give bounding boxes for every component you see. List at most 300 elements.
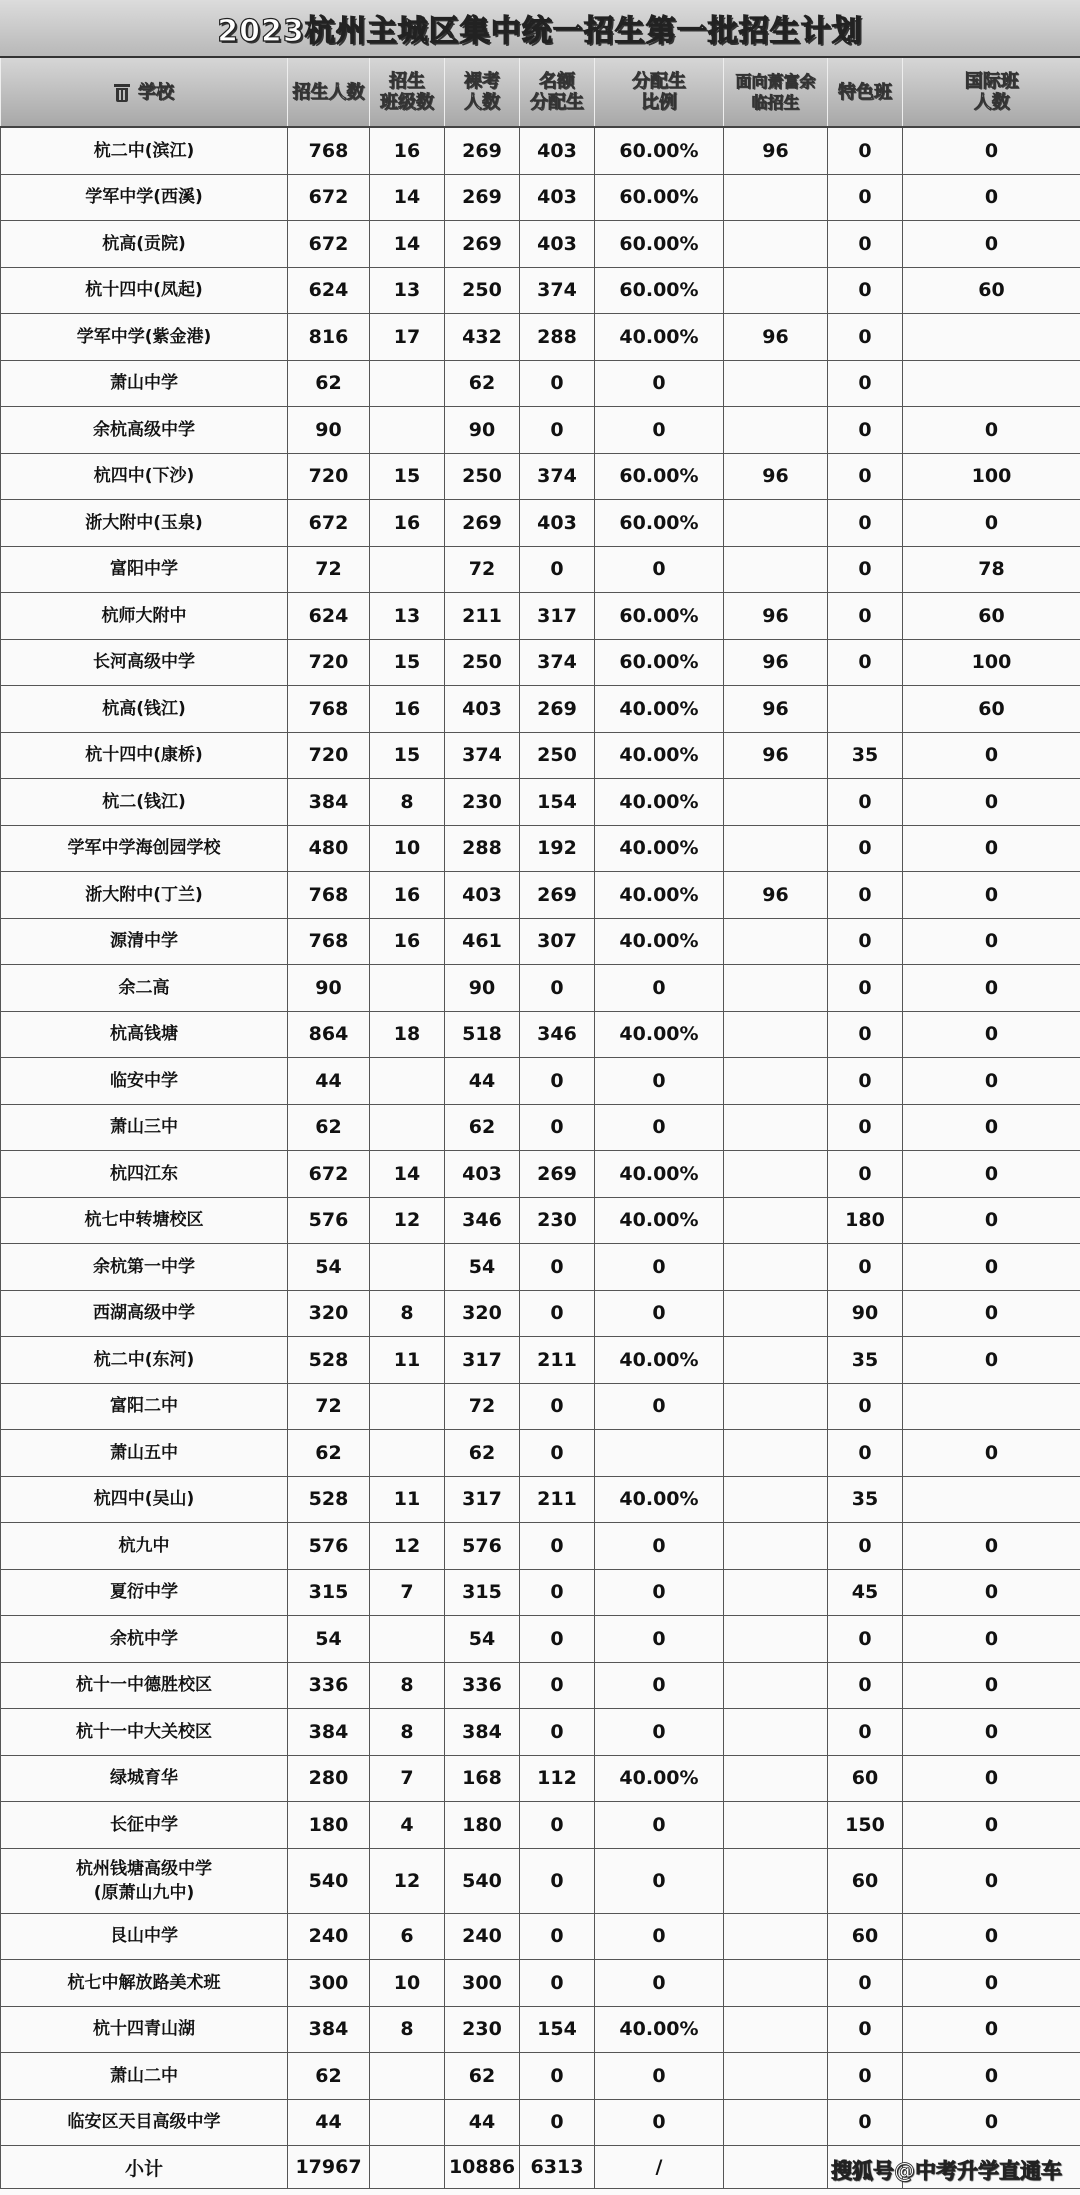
table-row: [1, 918, 1080, 965]
cell-classes: 8: [370, 1290, 445, 1337]
cell-quota: 0: [520, 1616, 595, 1663]
cell-quota: 0: [520, 1848, 595, 1913]
cell-classes: [370, 1616, 445, 1663]
table-row: [1, 2006, 1080, 2053]
cell-enrollment: 720: [288, 732, 370, 779]
cell-school: 学军中学(紫金港): [1, 314, 288, 361]
cell-school: 余杭中学: [1, 1616, 288, 1663]
total-exam-only: 10886: [445, 2146, 520, 2189]
cell-enrollment: 90: [288, 965, 370, 1012]
cell-intl: [903, 1383, 1080, 1430]
cell-school: 浙大附中(玉泉): [1, 500, 288, 547]
cell-enrollment: 624: [288, 267, 370, 314]
cell-exam-only: 250: [445, 453, 520, 500]
cell-regional: 96: [724, 639, 828, 686]
cell-quota-ratio: 0: [595, 546, 724, 593]
cell-regional: [724, 1058, 828, 1105]
cell-quota-ratio: 40.00%: [595, 1755, 724, 1802]
total-enrollment: 17967: [288, 2146, 370, 2189]
cell-regional: [724, 2053, 828, 2100]
cell-exam-only: 540: [445, 1848, 520, 1913]
cell-enrollment: 576: [288, 1197, 370, 1244]
cell-enrollment: 240: [288, 1913, 370, 1960]
cell-school: 杭七中转塘校区: [1, 1197, 288, 1244]
cell-exam-only: 320: [445, 1290, 520, 1337]
header-quota-ratio[interactable]: 分配生 比例: [595, 58, 724, 127]
cell-special: 35: [828, 732, 903, 779]
cell-classes: 14: [370, 174, 445, 221]
cell-special: 60: [828, 1755, 903, 1802]
cell-exam-only: 230: [445, 2006, 520, 2053]
table-row: [1, 1151, 1080, 1198]
table-row: [1, 546, 1080, 593]
cell-enrollment: 720: [288, 453, 370, 500]
table-row: [1, 1755, 1080, 1802]
table-row: [1, 1709, 1080, 1756]
cell-regional: [724, 174, 828, 221]
header-special[interactable]: 特色班: [828, 58, 903, 127]
cell-quota-ratio: 40.00%: [595, 2006, 724, 2053]
cell-intl: 0: [903, 1058, 1080, 1105]
cell-special: 0: [828, 360, 903, 407]
cell-classes: [370, 546, 445, 593]
cell-classes: 8: [370, 779, 445, 826]
cell-special: 0: [828, 1104, 903, 1151]
cell-quota-ratio: 40.00%: [595, 779, 724, 826]
cell-regional: [724, 1476, 828, 1523]
cell-enrollment: 672: [288, 221, 370, 268]
cell-quota-ratio: 60.00%: [595, 639, 724, 686]
cell-classes: 7: [370, 1755, 445, 1802]
cell-special: 35: [828, 1476, 903, 1523]
header-regional[interactable]: 面向萧富余 临招生: [724, 58, 828, 127]
cell-classes: [370, 360, 445, 407]
total-quota-ratio: /: [595, 2146, 724, 2189]
cell-classes: [370, 1430, 445, 1477]
cell-school: 学军中学(西溪): [1, 174, 288, 221]
cell-quota-ratio: 60.00%: [595, 453, 724, 500]
cell-classes: 12: [370, 1523, 445, 1570]
cell-regional: 96: [724, 732, 828, 779]
cell-special: 45: [828, 1569, 903, 1616]
cell-school: 杭十四青山湖: [1, 2006, 288, 2053]
cell-quota-ratio: 0: [595, 1848, 724, 1913]
cell-classes: [370, 2099, 445, 2146]
cell-exam-only: 62: [445, 2053, 520, 2100]
cell-regional: [724, 2006, 828, 2053]
cell-quota-ratio: 0: [595, 1383, 724, 1430]
table-row: [1, 1197, 1080, 1244]
cell-school: 萧山三中: [1, 1104, 288, 1151]
cell-school: 夏衍中学: [1, 1569, 288, 1616]
cell-quota: 112: [520, 1755, 595, 1802]
cell-regional: [724, 779, 828, 826]
header-exam-only[interactable]: 裸考 人数: [445, 58, 520, 127]
cell-enrollment: 62: [288, 1430, 370, 1477]
cell-regional: [724, 918, 828, 965]
cell-quota-ratio: 40.00%: [595, 1011, 724, 1058]
cell-quota: 0: [520, 2099, 595, 2146]
table-row: [1, 639, 1080, 686]
cell-quota-ratio: 0: [595, 1913, 724, 1960]
cell-quota: 250: [520, 732, 595, 779]
cell-school: 杭十四中(凤起): [1, 267, 288, 314]
cell-exam-only: 44: [445, 2099, 520, 2146]
cell-enrollment: 336: [288, 1662, 370, 1709]
cell-quota: 154: [520, 2006, 595, 2053]
cell-intl: 0: [903, 127, 1080, 174]
cell-school: 临安中学: [1, 1058, 288, 1105]
cell-school: 长河高级中学: [1, 639, 288, 686]
cell-special: 0: [828, 1383, 903, 1430]
cell-school: 杭十一中大关校区: [1, 1709, 288, 1756]
table-row: [1, 267, 1080, 314]
cell-quota-ratio: 40.00%: [595, 872, 724, 919]
cell-quota: 374: [520, 453, 595, 500]
cell-regional: [724, 1755, 828, 1802]
cell-intl: 0: [903, 1151, 1080, 1198]
cell-regional: [724, 1523, 828, 1570]
cell-quota: 0: [520, 1709, 595, 1756]
cell-exam-only: 336: [445, 1662, 520, 1709]
cell-intl: 100: [903, 453, 1080, 500]
cell-school: 余杭第一中学: [1, 1244, 288, 1291]
cell-enrollment: 320: [288, 1290, 370, 1337]
cell-quota-ratio: [595, 1430, 724, 1477]
cell-intl: 100: [903, 639, 1080, 686]
cell-school: 杭四中(吴山): [1, 1476, 288, 1523]
cell-intl: 60: [903, 593, 1080, 640]
cell-exam-only: 250: [445, 639, 520, 686]
cell-regional: [724, 2099, 828, 2146]
cell-quota-ratio: 0: [595, 1802, 724, 1849]
cell-enrollment: 280: [288, 1755, 370, 1802]
cell-exam-only: 461: [445, 918, 520, 965]
cell-school: 杭七中解放路美术班: [1, 1960, 288, 2007]
total-classes: [370, 2146, 445, 2189]
cell-exam-only: 168: [445, 1755, 520, 1802]
cell-school: 临安区天目高级中学: [1, 2099, 288, 2146]
cell-classes: 14: [370, 221, 445, 268]
cell-intl: 0: [903, 1104, 1080, 1151]
cell-quota: 269: [520, 686, 595, 733]
trash-icon: [114, 84, 130, 102]
cell-intl: 0: [903, 1523, 1080, 1570]
cell-enrollment: 540: [288, 1848, 370, 1913]
cell-intl: 0: [903, 2053, 1080, 2100]
cell-regional: [724, 1290, 828, 1337]
cell-exam-only: 374: [445, 732, 520, 779]
cell-special: 0: [828, 1151, 903, 1198]
table-row: [1, 1960, 1080, 2007]
cell-intl: 0: [903, 918, 1080, 965]
cell-exam-only: 403: [445, 872, 520, 919]
cell-quota-ratio: 0: [595, 1569, 724, 1616]
table-row: [1, 1244, 1080, 1291]
cell-exam-only: 62: [445, 1430, 520, 1477]
cell-classes: 8: [370, 1662, 445, 1709]
cell-exam-only: 211: [445, 593, 520, 640]
header-intl[interactable]: 国际班 人数: [903, 58, 1080, 127]
cell-special: 0: [828, 965, 903, 1012]
cell-enrollment: 72: [288, 1383, 370, 1430]
cell-classes: 11: [370, 1337, 445, 1384]
cell-quota-ratio: 0: [595, 407, 724, 454]
cell-enrollment: 528: [288, 1476, 370, 1523]
cell-enrollment: 44: [288, 2099, 370, 2146]
cell-enrollment: 384: [288, 1709, 370, 1756]
cell-regional: [724, 1383, 828, 1430]
cell-special: 180: [828, 1197, 903, 1244]
cell-classes: [370, 2053, 445, 2100]
cell-enrollment: 768: [288, 686, 370, 733]
cell-intl: 0: [903, 1569, 1080, 1616]
cell-intl: 0: [903, 2006, 1080, 2053]
cell-regional: [724, 1197, 828, 1244]
cell-regional: 96: [724, 127, 828, 174]
cell-school: 杭四江东: [1, 1151, 288, 1198]
cell-special: 0: [828, 221, 903, 268]
cell-classes: 10: [370, 1960, 445, 2007]
cell-classes: 16: [370, 127, 445, 174]
cell-enrollment: 768: [288, 872, 370, 919]
cell-exam-only: 300: [445, 1960, 520, 2007]
cell-intl: 0: [903, 500, 1080, 547]
cell-quota-ratio: 0: [595, 1616, 724, 1663]
cell-exam-only: 269: [445, 174, 520, 221]
cell-exam-only: 317: [445, 1337, 520, 1384]
cell-school: 杭高(钱江): [1, 686, 288, 733]
cell-quota-ratio: 0: [595, 1709, 724, 1756]
cell-quota: 0: [520, 1058, 595, 1105]
cell-quota: 0: [520, 1802, 595, 1849]
cell-quota: 288: [520, 314, 595, 361]
cell-quota-ratio: 60.00%: [595, 267, 724, 314]
cell-regional: 96: [724, 453, 828, 500]
cell-regional: [724, 407, 828, 454]
cell-classes: 15: [370, 453, 445, 500]
cell-regional: [724, 1104, 828, 1151]
cell-enrollment: 54: [288, 1244, 370, 1291]
cell-regional: [724, 500, 828, 547]
cell-quota: 0: [520, 1244, 595, 1291]
cell-intl: 0: [903, 1290, 1080, 1337]
cell-enrollment: 480: [288, 825, 370, 872]
cell-enrollment: 300: [288, 1960, 370, 2007]
cell-quota: 403: [520, 174, 595, 221]
cell-regional: 96: [724, 686, 828, 733]
cell-intl: 0: [903, 1616, 1080, 1663]
header-classes[interactable]: 招生 班级数: [370, 58, 445, 127]
cell-school: 西湖高级中学: [1, 1290, 288, 1337]
cell-school: 萧山五中: [1, 1430, 288, 1477]
cell-quota: 0: [520, 1960, 595, 2007]
header-enrollment[interactable]: 招生人数: [288, 58, 370, 127]
cell-regional: [724, 1848, 828, 1913]
cell-enrollment: 54: [288, 1616, 370, 1663]
cell-regional: [724, 1337, 828, 1384]
cell-regional: [724, 1662, 828, 1709]
cell-special: 0: [828, 500, 903, 547]
table-row: [1, 2053, 1080, 2100]
header-school[interactable]: 学校: [1, 58, 288, 127]
cell-quota: 211: [520, 1337, 595, 1384]
cell-intl: 0: [903, 1662, 1080, 1709]
table-row: [1, 1337, 1080, 1384]
cell-quota: 374: [520, 639, 595, 686]
cell-enrollment: 672: [288, 174, 370, 221]
cell-intl: 0: [903, 1244, 1080, 1291]
cell-school: 学军中学海创园学校: [1, 825, 288, 872]
cell-classes: [370, 1104, 445, 1151]
cell-quota: 0: [520, 1662, 595, 1709]
table-row: [1, 1430, 1080, 1477]
cell-quota: 346: [520, 1011, 595, 1058]
cell-school: 长征中学: [1, 1802, 288, 1849]
cell-intl: 0: [903, 1913, 1080, 1960]
cell-quota-ratio: 0: [595, 2099, 724, 2146]
cell-classes: 15: [370, 732, 445, 779]
cell-quota: 0: [520, 1569, 595, 1616]
table-row: [1, 453, 1080, 500]
cell-school: 绿城育华: [1, 1755, 288, 1802]
total-regional: [724, 2146, 828, 2189]
cell-enrollment: 576: [288, 1523, 370, 1570]
header-quota[interactable]: 名额 分配生: [520, 58, 595, 127]
cell-intl: 0: [903, 1960, 1080, 2007]
cell-regional: [724, 1011, 828, 1058]
cell-intl: 0: [903, 407, 1080, 454]
cell-enrollment: 72: [288, 546, 370, 593]
table-row: [1, 825, 1080, 872]
total-quota: 6313: [520, 2146, 595, 2189]
cell-school: 余杭高级中学: [1, 407, 288, 454]
cell-school: 浙大附中(丁兰): [1, 872, 288, 919]
cell-enrollment: 62: [288, 1104, 370, 1151]
cell-regional: [724, 1616, 828, 1663]
cell-classes: 15: [370, 639, 445, 686]
cell-exam-only: 346: [445, 1197, 520, 1244]
cell-quota: 0: [520, 546, 595, 593]
cell-school: 杭高(贡院): [1, 221, 288, 268]
cell-quota: 269: [520, 1151, 595, 1198]
cell-exam-only: 315: [445, 1569, 520, 1616]
cell-quota: 0: [520, 1290, 595, 1337]
cell-exam-only: 72: [445, 546, 520, 593]
cell-quota: 374: [520, 267, 595, 314]
cell-quota-ratio: 0: [595, 1662, 724, 1709]
cell-intl: 0: [903, 1709, 1080, 1756]
cell-special: 0: [828, 1058, 903, 1105]
cell-classes: 10: [370, 825, 445, 872]
watermark: 搜狐号@中考升学直通车: [831, 2159, 1062, 2183]
cell-enrollment: 528: [288, 1337, 370, 1384]
table-row: [1, 314, 1080, 361]
cell-exam-only: 62: [445, 360, 520, 407]
cell-quota: 307: [520, 918, 595, 965]
table-row: [1, 1913, 1080, 1960]
cell-regional: [724, 1802, 828, 1849]
cell-intl: 0: [903, 872, 1080, 919]
cell-quota-ratio: 0: [595, 1244, 724, 1291]
cell-classes: 13: [370, 267, 445, 314]
cell-exam-only: 54: [445, 1244, 520, 1291]
cell-enrollment: 90: [288, 407, 370, 454]
cell-school: 富阳二中: [1, 1383, 288, 1430]
table-row: [1, 593, 1080, 640]
cell-enrollment: 180: [288, 1802, 370, 1849]
cell-quota: 230: [520, 1197, 595, 1244]
cell-enrollment: 62: [288, 360, 370, 407]
cell-exam-only: 72: [445, 1383, 520, 1430]
cell-exam-only: 240: [445, 1913, 520, 1960]
table-row: [1, 732, 1080, 779]
cell-intl: 60: [903, 686, 1080, 733]
table-row: [1, 2099, 1080, 2146]
cell-regional: [724, 1913, 828, 1960]
cell-enrollment: 768: [288, 127, 370, 174]
cell-school: 杭二中(滨江): [1, 127, 288, 174]
cell-classes: 14: [370, 1151, 445, 1198]
header-row: [1, 58, 1080, 127]
table-row: [1, 1848, 1080, 1913]
cell-special: 0: [828, 825, 903, 872]
cell-regional: [724, 1244, 828, 1291]
cell-classes: 6: [370, 1913, 445, 1960]
cell-classes: 11: [370, 1476, 445, 1523]
total-school: 小计: [1, 2146, 288, 2189]
cell-quota-ratio: 40.00%: [595, 1151, 724, 1198]
cell-intl: 0: [903, 1430, 1080, 1477]
table-row: [1, 1058, 1080, 1105]
cell-quota-ratio: 0: [595, 360, 724, 407]
cell-special: 0: [828, 918, 903, 965]
cell-school: 杭二(钱江): [1, 779, 288, 826]
cell-quota-ratio: 0: [595, 965, 724, 1012]
cell-special: 0: [828, 1616, 903, 1663]
cell-intl: 60: [903, 267, 1080, 314]
cell-quota-ratio: 40.00%: [595, 686, 724, 733]
cell-special: 0: [828, 1523, 903, 1570]
cell-intl: 0: [903, 221, 1080, 268]
table-row: [1, 1011, 1080, 1058]
cell-enrollment: 624: [288, 593, 370, 640]
cell-special: 0: [828, 1709, 903, 1756]
cell-school: 萧山中学: [1, 360, 288, 407]
cell-intl: 0: [903, 1337, 1080, 1384]
cell-exam-only: 90: [445, 965, 520, 1012]
cell-quota: 269: [520, 872, 595, 919]
cell-classes: [370, 407, 445, 454]
cell-intl: 0: [903, 1197, 1080, 1244]
cell-quota: 154: [520, 779, 595, 826]
cell-regional: 96: [724, 593, 828, 640]
table-row: [1, 500, 1080, 547]
cell-exam-only: 317: [445, 1476, 520, 1523]
cell-intl: 0: [903, 1848, 1080, 1913]
cell-intl: 0: [903, 965, 1080, 1012]
cell-classes: [370, 965, 445, 1012]
cell-quota-ratio: 60.00%: [595, 593, 724, 640]
cell-exam-only: 288: [445, 825, 520, 872]
cell-quota-ratio: 0: [595, 1058, 724, 1105]
cell-intl: 0: [903, 732, 1080, 779]
cell-regional: 96: [724, 872, 828, 919]
cell-quota-ratio: 40.00%: [595, 314, 724, 361]
cell-special: [828, 686, 903, 733]
cell-regional: 96: [724, 314, 828, 361]
cell-classes: [370, 1058, 445, 1105]
